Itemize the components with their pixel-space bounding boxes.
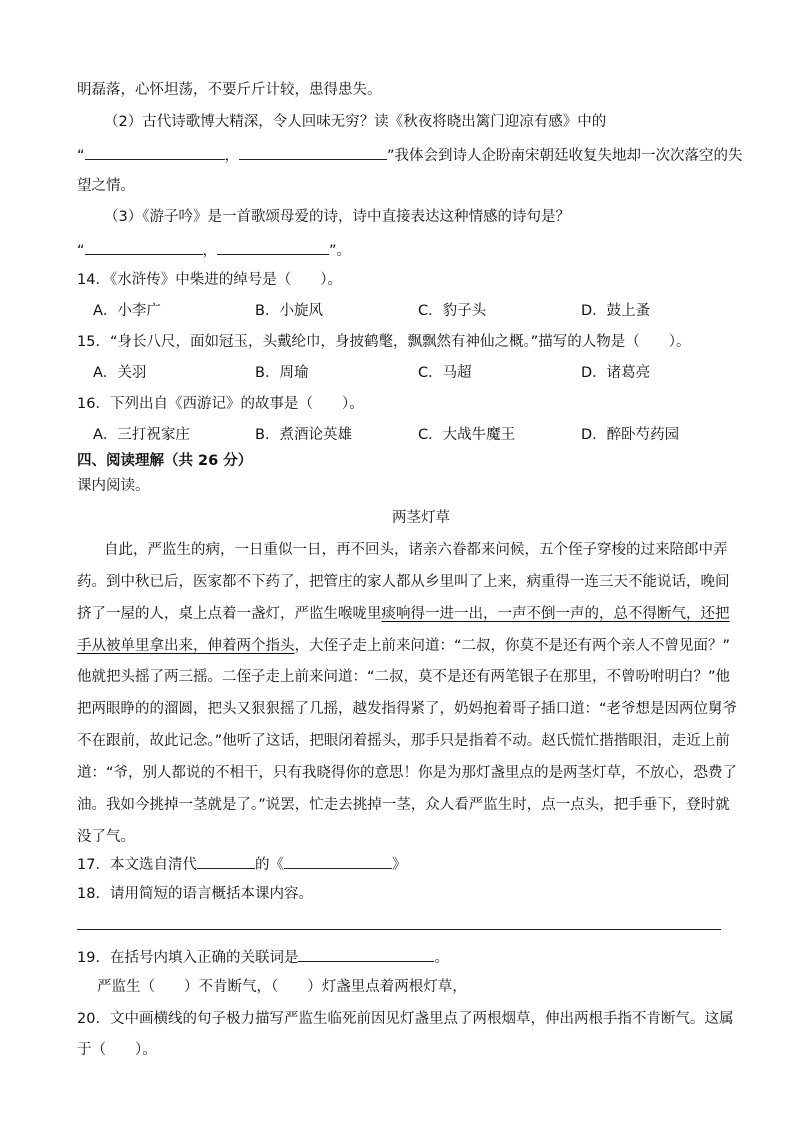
question-14: 14．《水浒传》中柴进的绰号是（ ）。	[77, 272, 342, 288]
passage-line: 他就把头摇了两三摇。二侄子走上前来问道：“二叔，莫不是还有两笔银子在那里，不曾吩咐明白？”他	[77, 669, 731, 685]
answer-line[interactable]	[77, 929, 721, 930]
question-text: 。	[434, 950, 449, 966]
option-b[interactable]: B．小旋风	[255, 303, 323, 319]
option-c[interactable]: C．马超	[418, 365, 472, 381]
quote-open: “	[77, 243, 85, 259]
quote-open: “	[77, 148, 85, 164]
answer-blank[interactable]	[197, 853, 255, 869]
question-19	[77, 946, 449, 968]
question-15: 15．“身长八尺，面如冠玉，头戴纶巾，身披鹤氅，飘飘然有神仙之概。”描写的人物是（ ）。	[77, 334, 691, 350]
underlined-sentence: 痰响得一进一出，一声不倒一声的，总不得断气，还把	[381, 606, 730, 622]
answer-blank[interactable]	[85, 144, 225, 160]
option-a[interactable]: A．三打祝家庄	[93, 427, 190, 443]
option-a[interactable]: A．关羽	[93, 365, 147, 381]
question-17	[77, 853, 406, 875]
question-text: 的《	[254, 857, 284, 873]
question-13-2-fill-line	[77, 144, 743, 166]
text-line: 望之情。	[77, 178, 135, 194]
passage-text: 挤了一屋的人，桌上点着一盏灯，严监生喉咙里	[77, 606, 382, 622]
answer-blank[interactable]	[298, 946, 434, 962]
passage-line: 自此，严监生的病，一日重似一日，再不回头，诸亲六眷都来问候，五个侄子穿梭的过来陪郎中弄	[104, 542, 728, 558]
passage-line	[77, 604, 730, 624]
question-13-2: （2）古代诗歌博大精深，令人回味无穷？读《秋夜将晓出篱门迎凉有感》中的	[104, 114, 607, 130]
comma: ，	[202, 243, 218, 259]
passage-line: 没了气。	[77, 829, 135, 845]
question-text: 》	[391, 857, 407, 873]
option-d[interactable]: D．醉卧芍药园	[581, 427, 680, 443]
passage-line: 药。到中秋已后，医家都不下药了，把管庄的家人都从乡里叫了上来，病重得一连三天不能说话，晚间	[77, 574, 730, 590]
passage-line: 把两眼睁的的溜圆，把头又狠狠摇了几摇，越发指得紧了，奶妈抱着哥子插口道：“老爷想是因两位舅爷	[77, 701, 738, 717]
question-13-3-fill-line	[77, 239, 351, 261]
passage-line	[77, 636, 730, 656]
comma: ，	[224, 148, 240, 164]
answer-blank[interactable]	[217, 239, 329, 255]
question-text: 19．在括号内填入正确的关联词是	[77, 950, 299, 966]
answer-blank[interactable]	[85, 239, 203, 255]
question-16: 16．下列出自《西游记》的故事是（ ）。	[77, 396, 364, 412]
reading-intro: 课内阅读。	[77, 478, 150, 494]
underlined-sentence: 手从被单里拿出来，伸着两个指头	[77, 638, 295, 654]
question-18: 18．请用简短的语言概括本课内容。	[77, 886, 313, 902]
question-text: ”我体会到诗人企盼南宋朝廷收复失地却一次次落空的失	[387, 148, 743, 164]
passage-text: ，大侄子走上前来问道：“二叔，你莫不是还有两个亲人不曾见面？”	[294, 638, 731, 654]
passage-title: 两茎灯草	[392, 510, 450, 526]
question-text: 17．本文选自清代	[77, 857, 197, 873]
option-c[interactable]: C．大战牛魔王	[418, 427, 516, 443]
question-20-continued: 于（ ）。	[77, 1042, 157, 1058]
option-a[interactable]: A．小李广	[93, 303, 161, 319]
option-b[interactable]: B．周瑜	[255, 365, 309, 381]
quote-close: ”。	[329, 243, 352, 259]
option-c[interactable]: C．豹子头	[418, 303, 487, 319]
text-line: 明磊落，心怀坦荡，不要斤斤计较，患得患失。	[77, 82, 382, 98]
answer-blank[interactable]	[239, 144, 387, 160]
answer-blank[interactable]	[284, 853, 392, 869]
passage-line: 油。我如今挑掉一茎就是了。”说罢，忙走去挑掉一茎，众人看严监生时，点一点头，把手垂下，登时就	[77, 797, 730, 813]
passage-line: 道：“爷，别人都说的不相干，只有我晓得你的意思！你是为那灯盏里点的是两茎灯草，不放心，恐费了	[77, 765, 738, 781]
passage-line: 不在跟前，故此记念。”他听了这话，把眼闭着摇头，那手只是指着不动。赵氏慌忙揩揩眼泪，走近上前	[77, 733, 730, 749]
section-heading: 四、阅读理解（共 26 分）	[77, 453, 253, 469]
question-19-sentence: 严监生（ ）不肯断气，（ ）灯盏里点着两根灯草，	[97, 979, 467, 995]
question-13-3: （3）《游子吟》是一首歌颂母爱的诗，诗中直接表达这种情感的诗句是？	[104, 209, 570, 225]
question-20: 20．文中画横线的句子极力描写严监生临死前因见灯盏里点了两根烟草，伸出两根手指不肯断气。这属	[77, 1011, 734, 1027]
option-b[interactable]: B．煮酒论英雄	[255, 427, 352, 443]
option-d[interactable]: D．诸葛亮	[581, 365, 651, 381]
option-d[interactable]: D．鼓上蚤	[581, 303, 651, 319]
